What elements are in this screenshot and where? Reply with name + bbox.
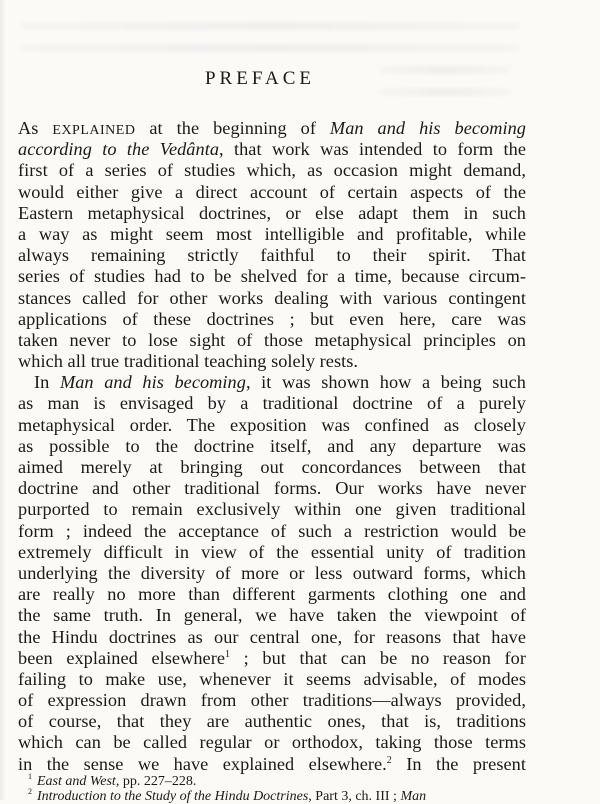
text-run: the Hindu doctrines as our central one, for reasons that have <box>18 626 526 647</box>
text-run: of course, that they are authentic ones, that is, traditions <box>18 711 526 732</box>
text-line <box>18 266 526 287</box>
text-run: are really no more than different garments clothing one and <box>18 584 526 605</box>
text-line <box>18 245 526 266</box>
text-line <box>18 648 526 669</box>
italic-text: Introduction to the Study of the Hindu Doctrines <box>37 789 309 804</box>
text-line <box>18 118 526 139</box>
text-line <box>18 754 526 775</box>
text-run: a way as might seem most intelligible and profitable, while <box>18 223 526 244</box>
text-line <box>18 584 526 605</box>
text-line <box>18 393 526 414</box>
text-run: as man is envisaged by a traditional doctrine of a purely <box>18 393 526 414</box>
text-run: underlying the diversity of more or less outward forms, which <box>18 562 526 583</box>
text-line <box>18 203 526 224</box>
text-line <box>18 457 526 478</box>
text-line <box>18 521 526 542</box>
text-run: purported to remain exclusively within one given traditional <box>18 499 526 520</box>
italic-text: Man and his becoming <box>329 118 526 138</box>
italic-text: Man <box>400 789 427 804</box>
text-run: would either give a direct account of certain aspects of the <box>18 181 526 202</box>
text-line <box>18 627 526 648</box>
text-line <box>18 542 526 563</box>
text-run: ; but that can be no reason for <box>230 647 526 668</box>
paragraph <box>18 118 526 372</box>
text-run: aimed merely at bringing out concordances between that <box>18 457 526 477</box>
text-line <box>18 499 526 520</box>
text-run: stances called for other works dealing with various contingent <box>18 287 526 308</box>
text-line <box>18 690 526 711</box>
text-run: applications of these doctrines ; but even here, care was <box>18 308 526 329</box>
text-line <box>18 669 526 690</box>
text-run: always remaining strictly faithful to their spirit. That <box>18 245 526 266</box>
text-run: of expression drawn from other traditions—always provided, <box>18 690 526 711</box>
text-line <box>18 288 526 309</box>
text-line <box>18 309 526 330</box>
text-run: , pp. 227–228. <box>115 774 197 789</box>
text-line <box>18 372 526 393</box>
bleed-line <box>20 22 520 30</box>
page-heading: PREFACE <box>204 68 315 89</box>
footnote-reference: 1 <box>225 648 231 660</box>
text-line <box>18 160 526 181</box>
text-line <box>18 182 526 203</box>
page-edge-shadow <box>0 0 6 800</box>
footnote-marker: 2 <box>28 787 32 796</box>
text-run: series of studies had to be shelved for a time, because circum- <box>18 266 526 287</box>
body-text <box>18 118 526 775</box>
text-line <box>18 139 526 160</box>
text-run: metaphysical order. The exposition was confined as closely <box>18 414 526 435</box>
text-line <box>18 605 526 626</box>
footnote-reference: 2 <box>386 754 392 766</box>
text-run: been explained elsewhere <box>18 647 225 668</box>
text-run: as possible to the doctrine itself, and any departure was <box>18 435 526 456</box>
footnote <box>28 789 526 804</box>
italic-text: Man and his becoming <box>59 372 246 393</box>
bleed-line <box>20 44 520 52</box>
text-line <box>18 732 526 753</box>
italic-text: East and West <box>37 774 116 789</box>
footnote <box>28 774 526 789</box>
text-line <box>18 563 526 584</box>
text-line <box>18 330 526 351</box>
text-run: As <box>18 118 53 138</box>
text-run: which can be called regular or orthodox, taking those terms <box>18 732 526 753</box>
text-line <box>18 415 526 436</box>
text-line <box>18 478 526 499</box>
text-line <box>18 351 526 372</box>
italic-text: according to the Vedânta <box>18 139 220 160</box>
text-run: In <box>34 372 60 393</box>
text-run: at the beginning of <box>135 118 330 138</box>
text-run: , it was shown how a being such <box>245 372 526 393</box>
text-line <box>18 224 526 245</box>
small-caps-text: EXPLAINED <box>52 123 136 138</box>
text-run: doctrine and other traditional forms. Our works have never <box>18 478 526 499</box>
text-run: in the sense we have explained elsewhere. <box>18 753 387 774</box>
text-run: taken never to lose sight of those metaphysical principles on <box>18 329 526 350</box>
text-run: Eastern metaphysical doctrines, or else adapt them in such <box>18 202 526 223</box>
text-line <box>18 436 526 457</box>
paragraph <box>18 372 526 775</box>
text-line <box>18 711 526 732</box>
text-run: which all true traditional teaching solely rests. <box>18 351 359 372</box>
footnote-marker: 1 <box>28 772 32 781</box>
text-run: form ; indeed the acceptance of such a restriction would be <box>18 520 526 541</box>
text-run: failing to make use, whenever it seems advisable, of modes <box>18 668 526 689</box>
text-run: the same truth. In general, we have taken the viewpoint of <box>18 605 526 626</box>
text-run: , that work was intended to form the <box>219 139 526 160</box>
text-run: In the present <box>391 753 526 774</box>
show-through-text <box>0 0 600 120</box>
text-run: extremely difficult in view of the essential unity of tradition <box>18 541 526 562</box>
text-run: , Part 3, ch. III ; <box>308 789 401 804</box>
text-run: first of a series of studies which, as occasion might demand, <box>18 160 526 181</box>
